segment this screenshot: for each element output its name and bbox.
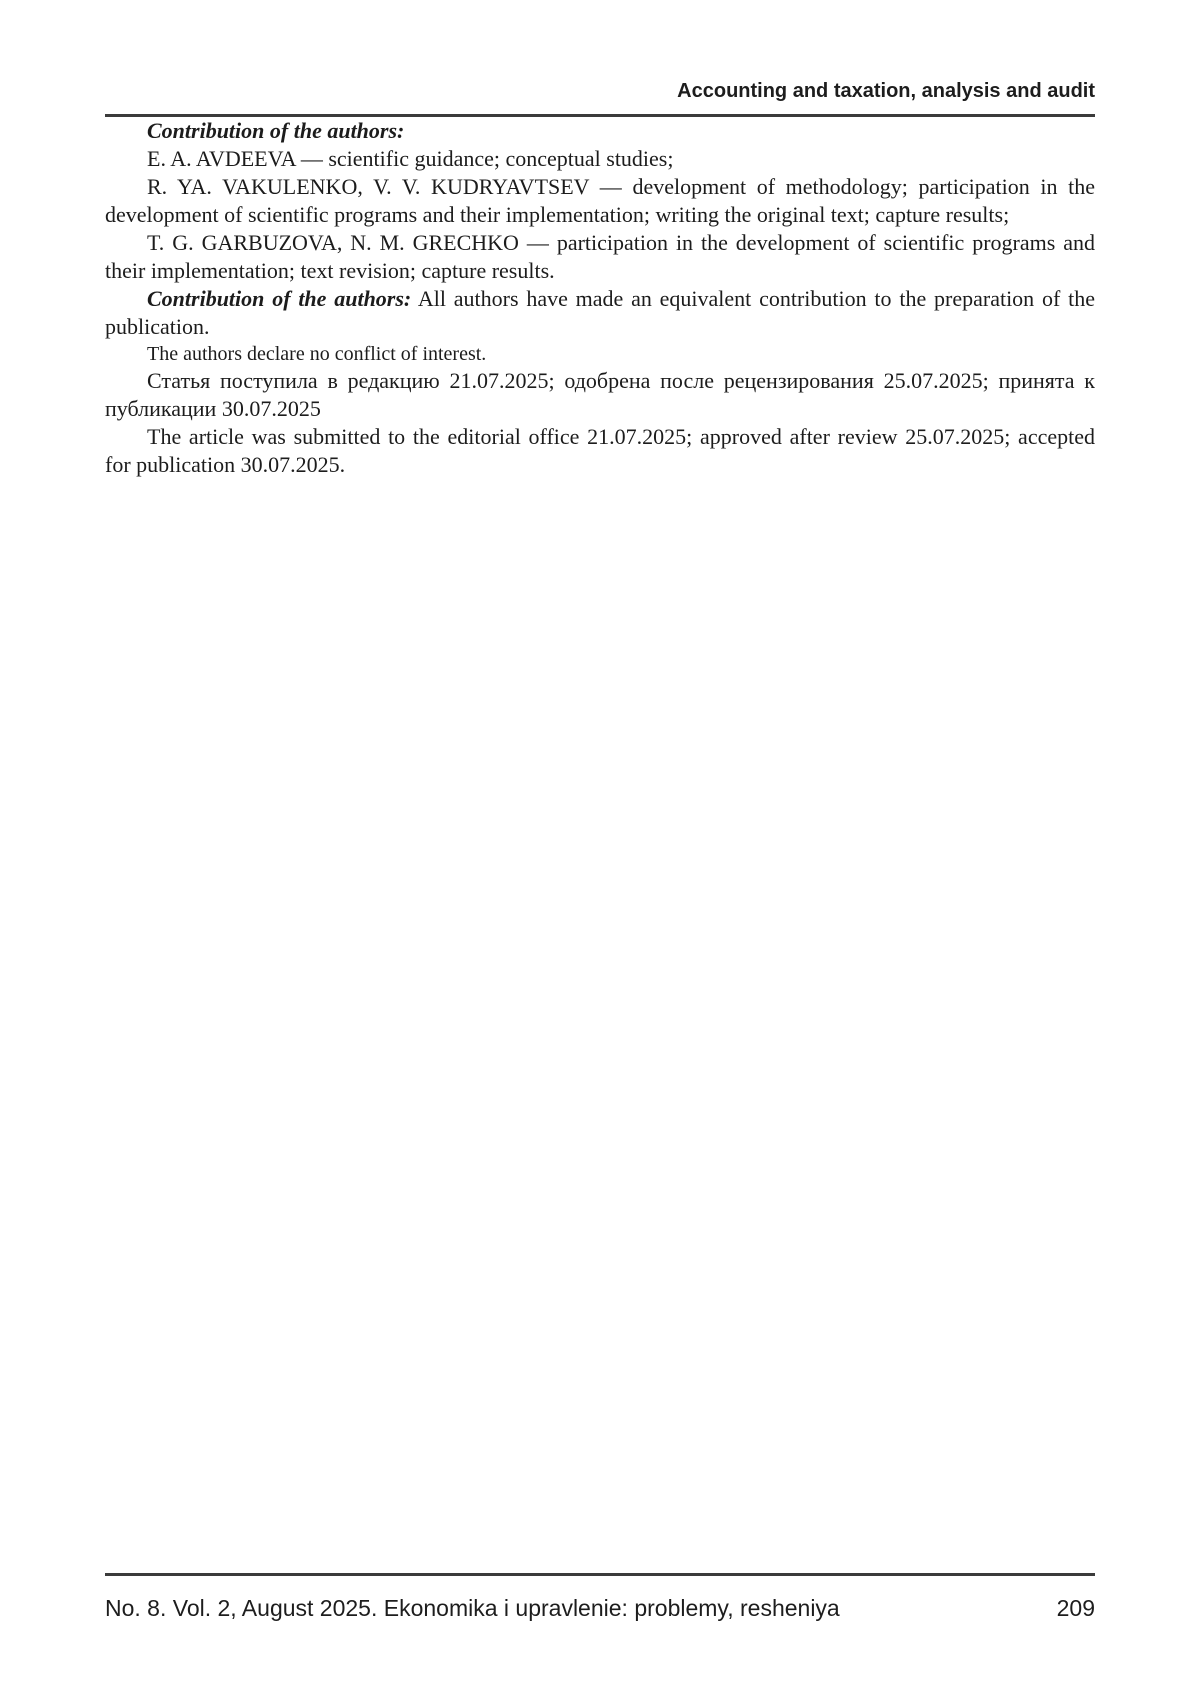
submission-dates-english: The article was submitted to the editorial office 21.07.2025; approved after review 25.07.2025; accepted for publication 30.07.2025. bbox=[105, 424, 1095, 477]
page-footer bbox=[105, 1573, 1095, 1623]
page-number: 209 bbox=[1056, 1595, 1095, 1621]
contribution-heading: Contribution of the authors: bbox=[147, 118, 405, 143]
journal-issue-info: No. 8. Vol. 2, August 2025. Ekonomika i upravlenie: problemy, resheniya bbox=[105, 1595, 840, 1621]
author-contribution-item: R. YA. VAKULENKO, V. V. KUDRYAVTSEV — development of methodology; participation in the development of scientific programs and their implementation; writing the original text; capture results; bbox=[105, 174, 1095, 227]
author-contribution-item: T. G. GARBUZOVA, N. M. GRECHKO — participation in the development of scientific programs and their implementation; text revision; capture results. bbox=[105, 230, 1095, 283]
footer-rule bbox=[105, 1573, 1095, 1576]
contribution-equal-text: All authors have made an equivalent contribution to the preparation of the publication. bbox=[105, 286, 1095, 339]
running-head-section-title: Accounting and taxation, analysis and audit bbox=[677, 80, 1095, 102]
author-contribution-item: E. A. AVDEEVA — scientific guidance; conceptual studies; bbox=[147, 146, 674, 171]
contribution-equal-heading: Contribution of the authors: bbox=[147, 286, 412, 311]
submission-dates-russian: Статья поступила в редакцию 21.07.2025; одобрена после рецензирования 25.07.2025; принята к публикации 30.07.2025 bbox=[105, 368, 1095, 421]
conflict-of-interest-note: The authors declare no conflict of interest. bbox=[147, 343, 487, 365]
contribution-equal-paragraph bbox=[105, 285, 1095, 341]
article-back-matter bbox=[105, 117, 1095, 479]
footer-row bbox=[105, 1593, 1095, 1623]
